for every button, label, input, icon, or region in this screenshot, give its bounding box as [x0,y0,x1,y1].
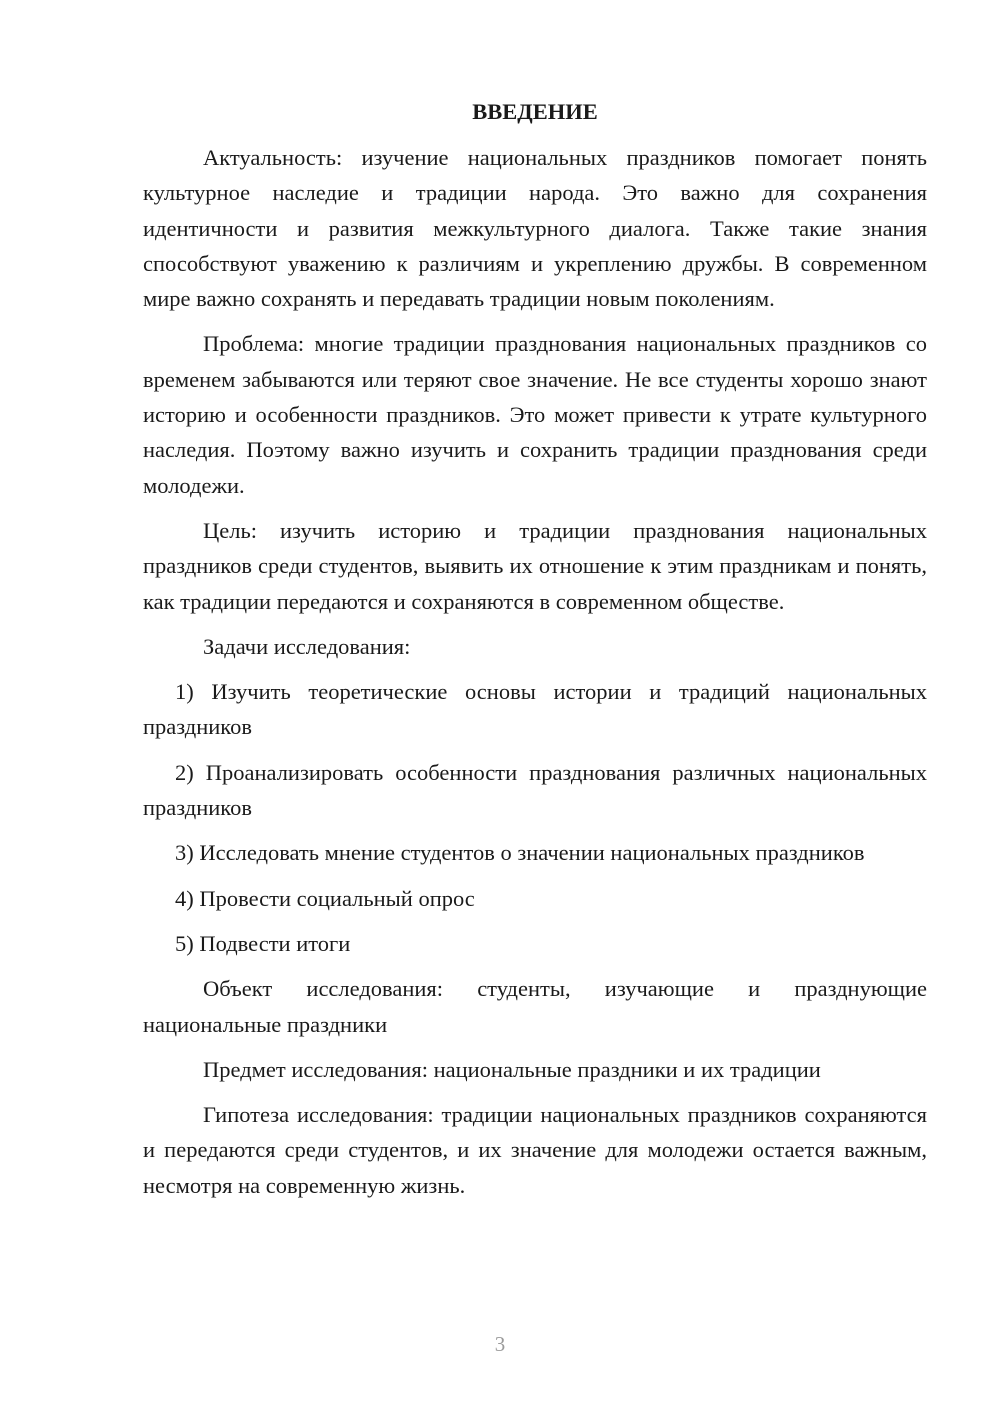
task-item-1: 1) Изучить теоретические основы истории и традиций национальных праздников [143,679,927,740]
problem-paragraph: Проблема: многие традиции празднования национальных праздников со временем забываются или теряют свое значение. Не все студенты хорошо знают историю и особенности праздников. Это может привести к утрате культурного наследия. Поэтому важно изучить и сохранить традиции празднования среди молодежи. [143,331,927,498]
subject-paragraph: Предмет исследования: национальные праздники и их традиции [203,1056,821,1082]
page-number: 3 [494,1332,506,1356]
page-title: ВВЕДЕНИЕ [472,99,598,124]
tasks-heading: Задачи исследования: [203,633,411,659]
object-paragraph: Объект исследования: студенты, изучающие и празднующие национальные праздники [143,976,927,1037]
task-item-3: 3) Исследовать мнение студентов о значении национальных праздников [175,840,865,866]
hypothesis-paragraph: Гипотеза исследования: традиции национальных праздников сохраняются и передаются среди студентов, и их значение для молодежи остается важным, несмотря на современную жизнь. [143,1102,927,1198]
task-item-5: 5) Подвести итоги [175,930,351,956]
task-item-2: 2) Проанализировать особенности празднования различных национальных праздников [143,759,927,821]
task-item-4: 4) Провести социальный опрос [175,885,475,911]
document-page [143,94,927,1213]
goal-paragraph: Цель: изучить историю и традиции празднования национальных праздников среди студентов, выявить их отношение к этим праздникам и понять, как традиции передаются и сохраняются в современном обществе. [143,517,927,614]
relevance-paragraph: Актуальность: изучение национальных праздников помогает понять культурное наследие и традиции народа. Это важно для сохранения идентичности и развития межкультурного диалога. Также такие знания способствуют уважению к различиям и укреплению дружбы. В современном мире важно сохранять и передавать традиции новым поколениям. [143,145,927,312]
